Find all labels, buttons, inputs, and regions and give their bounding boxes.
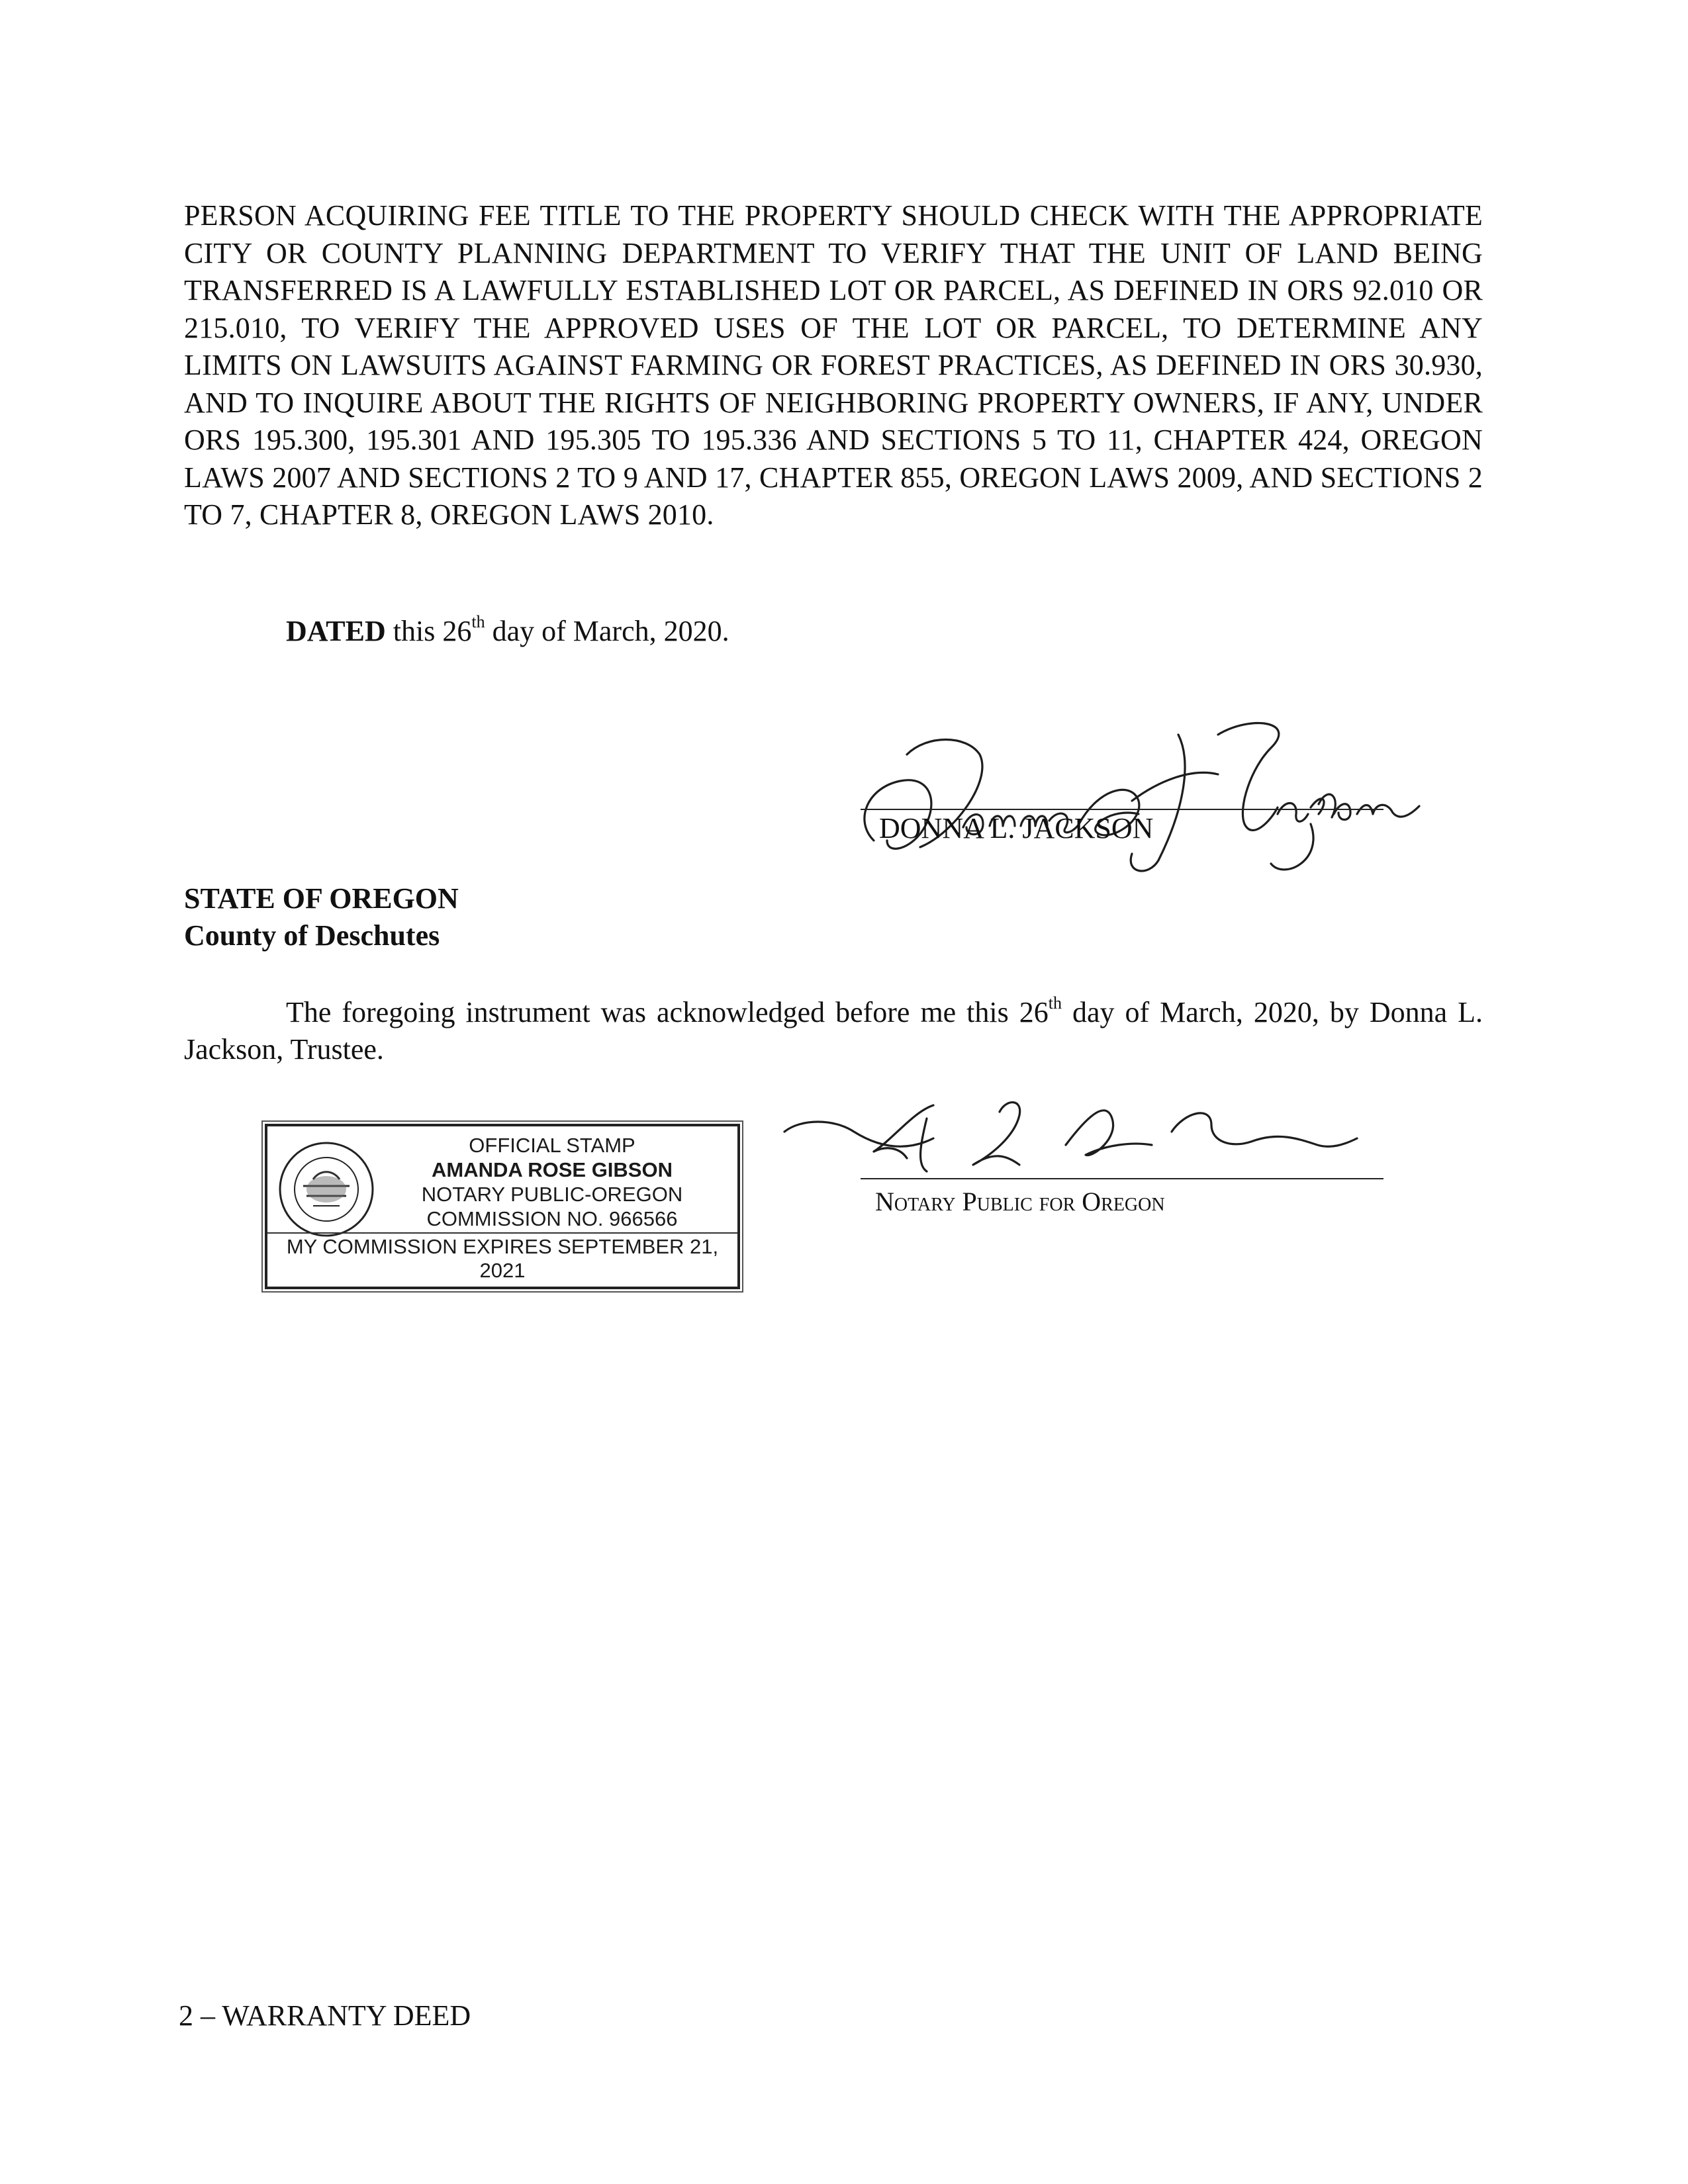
venue-state: STATE OF OREGON [184, 882, 459, 915]
notary-stamp [265, 1124, 740, 1289]
ack-day-suffix: th [1048, 993, 1062, 1013]
signer-signature [847, 708, 1443, 880]
stamp-title: OFFICIAL STAMP [469, 1134, 635, 1157]
signer-name: DONNA L. JACKSON [879, 812, 1154, 844]
notary-stamp-text [387, 1133, 718, 1231]
stamp-notary-name: AMANDA ROSE GIBSON [432, 1158, 673, 1181]
dated-before-day: this 26 [393, 615, 472, 647]
notary-signature-line [861, 1178, 1383, 1179]
notary-signature [774, 1092, 1450, 1185]
acknowledgment-paragraph [184, 994, 1483, 1068]
dated-day-suffix: th [471, 612, 485, 631]
dated-after-day: day of March, 2020. [492, 615, 729, 647]
venue-county: County of Deschutes [184, 919, 440, 952]
stamp-notary-title: NOTARY PUBLIC-OREGON [421, 1183, 683, 1206]
statutory-disclosure-paragraph: PERSON ACQUIRING FEE TITLE TO THE PROPERTY SHOULD CHECK WITH THE APPROPRIATE CITY OR COUNTY PLANNING DEPARTMENT TO VERIFY THAT THE UNIT OF LAND BEING TRANSFERRED IS A LAWFULLY ESTABLISHED LOT OR PARCEL, AS DEFINED IN ORS 92.010 OR 215.010, TO VERIFY THE APPROVED USES OF THE LOT OR PARCEL, TO DETERMINE ANY LIMITS ON LAWSUITS AGAINST FARMING OR FOREST PRACTICES, AS DEFINED IN ORS 30.930, AND TO INQUIRE ABOUT THE RIGHTS OF NEIGHBORING PROPERTY OWNERS, IF ANY, UNDER ORS 195.300, 195.301 AND 195.305 TO 195.336 AND SECTIONS 5 TO 11, CHAPTER 424, OREGON LAWS 2007 AND SECTIONS 2 TO 9 AND 17, CHAPTER 855, OREGON LAWS 2009, AND SECTIONS 2 TO 7, CHAPTER 8, OREGON LAWS 2010. [184, 199, 1483, 531]
ack-part1: The foregoing instrument was acknowledged before me this 26 [286, 996, 1049, 1028]
notary-public-label: Notary Public for Oregon [875, 1187, 1165, 1216]
stamp-commission-number: COMMISSION NO. 966566 [426, 1207, 678, 1230]
dated-label: DATED [286, 615, 386, 647]
oregon-seal-icon [277, 1140, 376, 1239]
page-footer: 2 – WARRANTY DEED [179, 1999, 471, 2032]
ack-part2: day of March, 2020, by Donna L. Jackson, Trustee. [184, 996, 1483, 1066]
dated-line [286, 613, 729, 650]
stamp-commission-expires: MY COMMISSION EXPIRES SEPTEMBER 21, 2021 [267, 1232, 737, 1283]
